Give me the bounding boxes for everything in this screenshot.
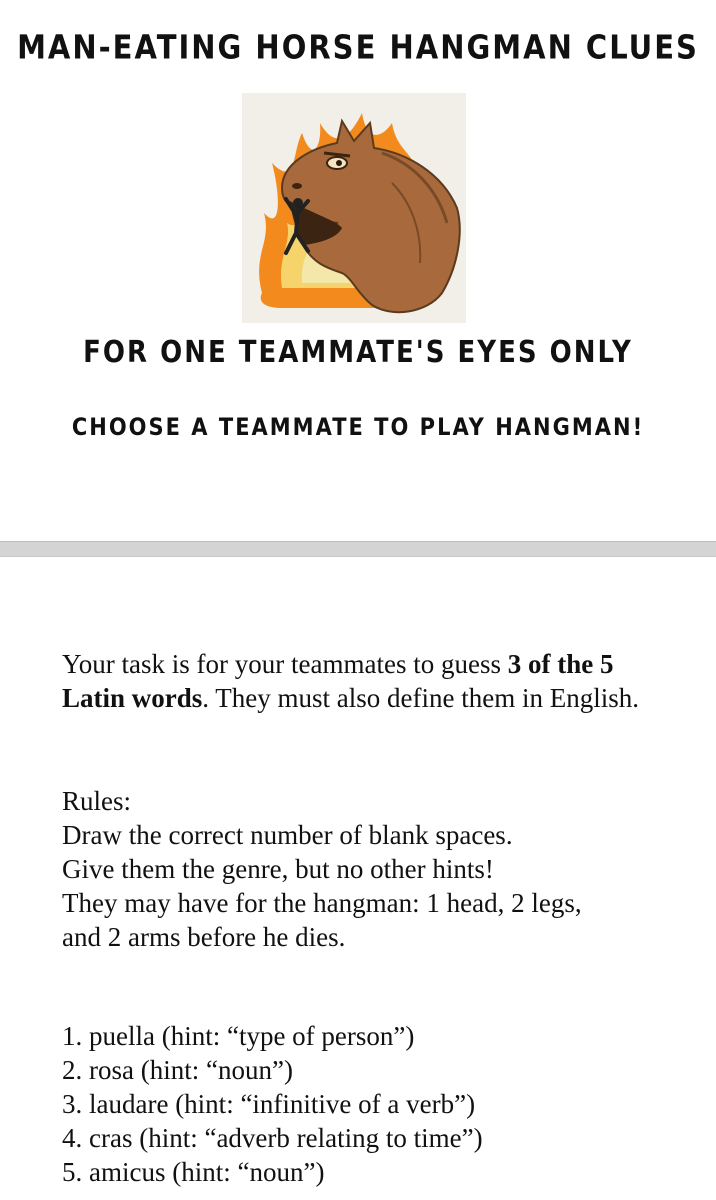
intro-text-1: Your task is for your teammates to guess	[62, 649, 508, 679]
word-item: 2. rosa (hint: “noun”)	[62, 1055, 293, 1085]
word-list	[62, 1019, 662, 1189]
word-item: 4. cras (hint: “adverb relating to time”)	[62, 1123, 483, 1153]
horse-eating-man-icon	[242, 93, 466, 323]
instruction-heading: CHOOSE A TEAMMATE TO PLAY HANGMAN!	[71, 413, 645, 441]
rule-line: They may have for the hangman: 1 head, 2 legs,	[62, 888, 582, 918]
rules-heading: Rules:	[62, 786, 132, 816]
rules-section	[62, 784, 662, 954]
rule-line: and 2 arms before he dies.	[62, 922, 346, 952]
subtitle: FOR ONE TEAMMATE'S EYES ONLY	[83, 335, 633, 371]
rule-line: Draw the correct number of blank spaces.	[62, 820, 513, 850]
rule-line: Give them the genre, but no other hints!	[62, 854, 494, 884]
intro-text-2: . They must also define them in English.	[202, 683, 639, 713]
intro-paragraph	[62, 647, 662, 715]
page-title: MAN-EATING HORSE HANGMAN CLUES	[17, 27, 699, 67]
word-item: 1. puella (hint: “type of person”)	[62, 1021, 415, 1051]
document-page-1	[0, 0, 716, 540]
intro-bold: 3 of the 5 Latin words	[62, 649, 614, 713]
page-break-divider	[0, 541, 716, 557]
word-item: 5. amicus (hint: “noun”)	[62, 1157, 325, 1187]
word-item: 3. laudare (hint: “infinitive of a verb”)	[62, 1089, 476, 1119]
